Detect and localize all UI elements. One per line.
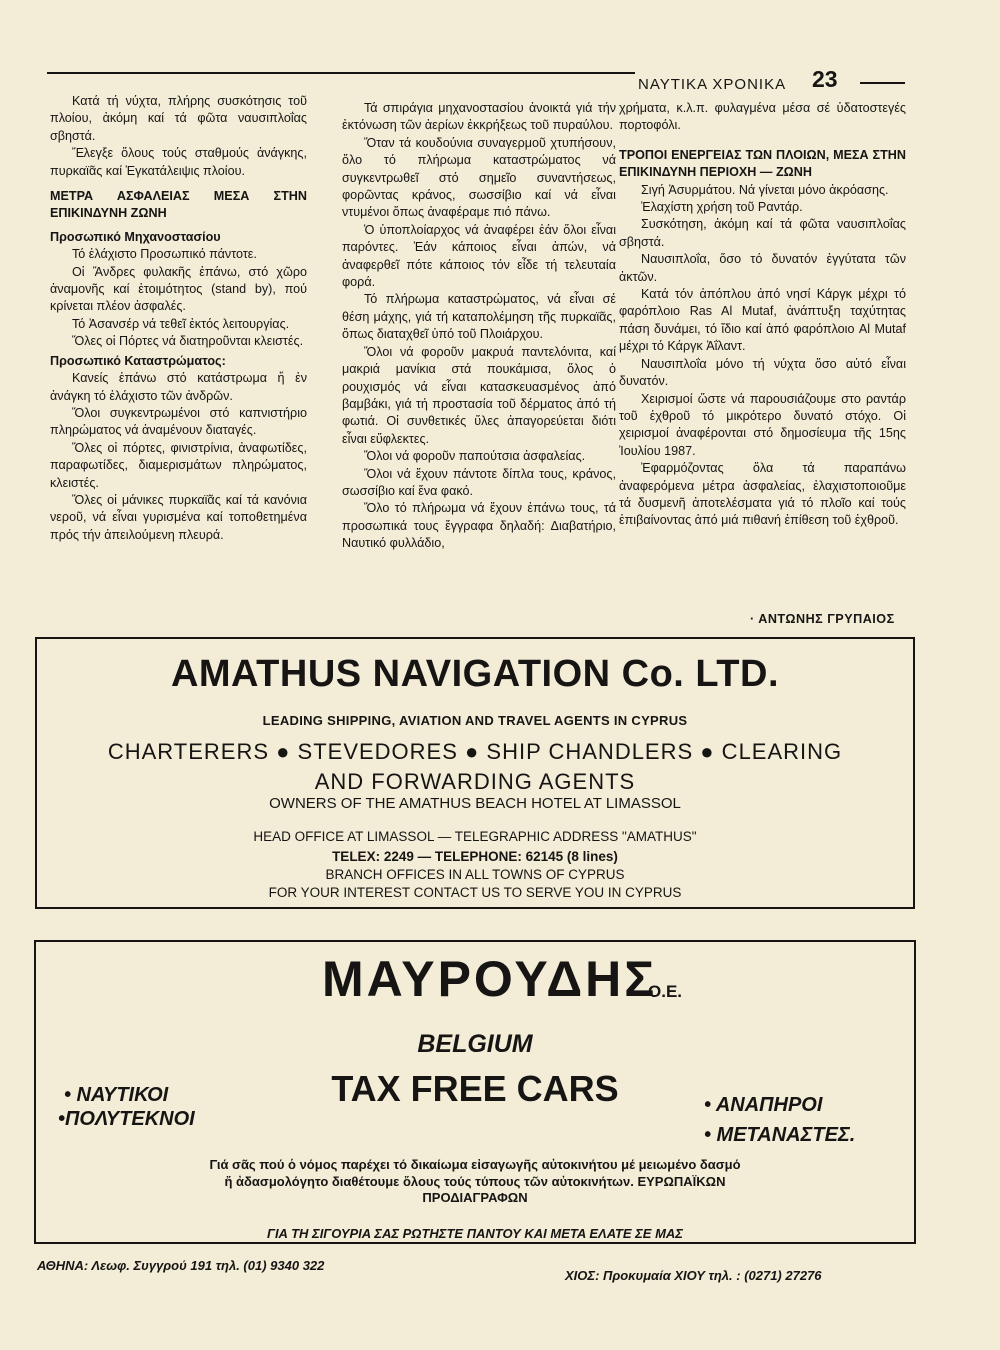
article-column-1 (50, 93, 307, 544)
ad-country: BELGIUM (417, 1030, 533, 1058)
paragraph: Οἱ Ἄνδρες φυλακῆς ἐπάνω, στό χῶρο ἀναμονῆς καί ἑτοιμότητος (stand by), πού κρίνεται πλέον ἀσφαλές. (50, 264, 307, 314)
ad-audience-item: •ΠΟΛΥΤΕΚΝΟΙ (58, 1108, 195, 1130)
paragraph: Ναυσιπλοΐα μόνο τή νύχτα ὅσο αὐτό εἶναι δυνατόν. (619, 356, 906, 389)
page-number: 23 (812, 66, 838, 92)
ad-slogan: ΓΙΑ ΤΗ ΣΙΓΟΥΡΙΑ ΣΑΣ ΡΩΤΗΣΤΕ ΠΑΝΤΟΥ ΚΑΙ ΜΕΤΑ ΕΛΑΤΕ ΣΕ ΜΑΣ (267, 1226, 683, 1241)
ad-services-continued: AND FORWARDING AGENTS (314, 769, 636, 794)
ad-company-name: ΜΑΥΡΟΥΔΗΣ (322, 951, 658, 1007)
ad-audience-item: • ΜΕΤΑΝΑΣΤΕΣ. (704, 1124, 856, 1146)
paragraph: Ὅλοι νά ἔχουν πάντοτε δίπλα τους, κράνος, σωσσίβιο καί ἕνα φακό. (342, 466, 616, 498)
amathus-advertisement (35, 637, 915, 909)
paragraph: Ἔλεγξε ὅλους τούς σταθμούς ἀνάγκης, πυρκαϊᾶς καί Ἐγκατάλειψις πλοίου. (50, 146, 307, 178)
ad-athens-address: ΑΘΗΝΑ: Λεωφ. Συγγρού 191 τηλ. (01) 9340 322 (37, 1258, 325, 1273)
paragraph: Ὅλοι νά φοροῦν μακρυά παντελόνιτα, καί μακριά μανίκια στά πουκάμισα, ὅλος ὁ ρουχισμός νά εἶναι κατασκευασμένος ἀπό βαμβάκι, γιά τή προστασία τοῦ δέρματος ἀπό τή φωτιά. Οἱ συνθετικές ὕλες ἀπαγορεύεται διότι εἶναι εὔφλεκτες. (342, 344, 616, 446)
ad-audience-item: • ΝΑΥΤΙΚΟΙ (64, 1084, 169, 1106)
header-rule (47, 72, 635, 74)
paragraph: Ὅλες οἱ Πόρτες νά διατηροῦνται κλειστές. (72, 334, 304, 349)
paragraph: Συσκότηση, ἀκόμη καί τά φῶτα ναυσιπλοΐας σβηστά. (619, 217, 906, 249)
paragraph: Χειρισμοί ὥστε νά παρουσιάζουμε στο ραντάρ τοῦ ἐχθροῦ τό μικρότερο δυνατό στόχο. Οἱ χειρισμοί ἀναφέρονται στό δημοσίευμα τῆς 15ης Ἰουλίου 1987. (619, 391, 906, 458)
paragraph: Ὅλοι νά φοροῦν παπούτσια ἀσφαλείας. (364, 449, 586, 464)
paragraph: Σιγή Ἀσυρμάτου. Νά γίνεται μόνο ἀκρόασης. (641, 182, 889, 197)
article-column-3 (619, 100, 906, 530)
paragraph: Ἐλαχίστη χρήση τοῦ Ραντάρ. (641, 200, 803, 215)
ad-telex-phone: TELEX: 2249 — TELEPHONE: 62145 (8 lines) (332, 849, 618, 864)
paragraph: Ὅταν τά κουδούνια συναγερμοῦ χτυπήσουν, ὅλο τό πλήρωμα καταστρώματος νά συγκεντρωθεῖ στό σημεῖο συναντήσεως, φορῶντας κράνος, σωσσίβιο καί νά εἶναι ντυμένοι ὅπως ἀναφέραμε πιό πάνω. (342, 135, 616, 220)
ad-tagline: LEADING SHIPPING, AVIATION AND TRAVEL AGENTS IN CYPRUS (262, 713, 688, 728)
paragraph: Ὅλες οἱ πόρτες, φινιστρίνια, ἀναφωτίδες, παραφωτίδες, διαμερισμάτων πληρώματος, κλειστές. (50, 440, 307, 490)
ad-product: TAX FREE CARS (331, 1068, 619, 1109)
paragraph: Τό ἐλάχιστο Προσωπικό πάντοτε. (72, 247, 257, 262)
paragraph: χρήματα, κ.λ.π. φυλαγμένα μέσα σέ ὑδατοστεγές πορτοφόλι. (619, 101, 906, 133)
ad-branches: BRANCH OFFICES IN ALL TOWNS OF CYPRUS (325, 867, 625, 882)
paragraph: Τό Ἀσανσέρ νά τεθεῖ ἐκτός λειτουργίας. (72, 316, 290, 331)
ad-body-text: Γιά σᾶς πού ὁ νόμος παρέχει τό δικαίωμα εἰσαγωγῆς αὐτοκινήτου μέ μειωμένο δασμό ἤ ἀδασμολόγητο διαθέτουμε ὅλους τούς τύπους τῶν αὐτοκινήτων. ΕΥΡΩΠΑΪΚΩΝ ΠΡΟΔΙΑΓΡΑΦΩΝ (209, 1157, 741, 1205)
paragraph: Ναυσιπλοΐα, ὅσο τό δυνατόν ἐγγύτατα τῶν ἀκτῶν. (619, 252, 906, 284)
paragraph: Κατά τή νύχτα, πλήρης συσκότησις τοῦ πλοίου, ἀκόμη καί τά φῶτα ναυσιπλοΐας σβηστά. (50, 94, 307, 143)
header-rule-short (860, 82, 905, 84)
paragraph: Κατά τόν ἀπόπλου ἀπό νησί Κάργκ μέχρι τό φαρόπλοιο Ras Al Mutaf, ἀνάπτυξη ταχύτητας πάση δυνάμει, τό ἴδιο καί ἀπό φαρόπλοιο Al Mutaf μέχρι τό Κάργκ Ἀΐλαντ. (619, 287, 906, 354)
ad-company-suffix: O.E. (648, 982, 683, 1001)
ad-services: CHARTERERS ● STEVEDORES ● SHIP CHANDLERS ● CLEARING (107, 739, 843, 764)
author-byline: · ΑΝΤΩΝΗΣ ΓΡΥΠΑΙΟΣ (750, 612, 895, 626)
paragraph: Ὅλοι συγκεντρωμένοι στό καπνιστήριο πληρώματος νά ἀναμένουν διαταγές. (50, 405, 307, 438)
subheading: Προσωπικό Μηχανοστασίου (50, 229, 221, 244)
paragraph: Ὁ ὑποπλοίαρχος νά ἀναφέρει ἐάν ὅλοι εἶναι παρόντες. Ἐάν κάποιος εἶναι ἀπών, νά ἀναφερθεῖ πότε κάποιος τόν εἶδε τή τελευταία φορά. (342, 222, 616, 290)
paragraph: Κανείς ἐπάνω στό κατάστρωμα ἤ ἐν ἀνάγκη τό ἐλάχιστο τῶν ἀνδρῶν. (50, 371, 307, 403)
ad-owners-line: OWNERS OF THE AMATHUS BEACH HOTEL AT LIMASSOL (269, 795, 681, 812)
paragraph: Τό πλήρωμα καταστρώματος, νά εἶναι σέ θέση μάχης, γιά τή καταπολέμηση τῆς πυρκαϊᾶς, ὅπως διαταχθεῖ ὑπό τοῦ Πλοιάρχου. (342, 292, 616, 342)
paragraph: Ὅλες οἱ μάνικες πυρκαϊᾶς καί τά κανόνια νεροῦ, νά εἶναι γυρισμένα καί τοποθετημένα πρός τήν ἀπειλούμενη πλευρά. (50, 492, 307, 542)
ad-chios-address: ΧΙΟΣ: Προκυμαία ΧΙΟΥ τηλ. : (0271) 27276 (565, 1268, 822, 1283)
paragraph: Ὅλο τό πλήρωμα νά ἔχουν ἐπάνω τους, τά προσωπικά τους ἔγγραφα δηλαδή: Διαβατήριο, Ναυτικό φυλλάδιο, (342, 501, 616, 551)
ad-audience-item: • ΑΝΑΠΗΡΟΙ (704, 1094, 823, 1116)
ad-company-name: AMATHUS NAVIGATION Co. LTD. (170, 653, 780, 695)
subheading: Προσωπικό Καταστρώματος: (50, 353, 226, 368)
mavroudis-advertisement (34, 940, 916, 1244)
author-name: ΑΝΤΩΝΗΣ ΓΡΥΠΑΙΟΣ (758, 612, 895, 626)
ad-contact-line: FOR YOUR INTEREST CONTACT US TO SERVE YOU IN CYPRUS (268, 885, 682, 900)
paragraph: Τά σπιράγια μηχανοστασίου ἀνοικτά γιά τήν ἐκτόνωση τῶν ἀερίων ἐκκρήξεως τοῦ πυραύλου. (342, 101, 616, 133)
section-heading: ΜΕΤΡΑ ΑΣΦΑΛΕΙΑΣ ΜΕΣΑ ΣΤΗΝ ΕΠΙΚΙΝΔΥΝΗ ΖΩΝΗ (50, 189, 307, 221)
section-heading: ΤΡΟΠΟΙ ΕΝΕΡΓΕΙΑΣ ΤΩΝ ΠΛΟΙΩΝ, ΜΕΣΑ ΣΤΗΝ ΕΠΙΚΙΝΔΥΝΗ ΠΕΡΙΟΧΗ — ΖΩΝΗ (619, 147, 906, 180)
ad-head-office: HEAD OFFICE AT LIMASSOL — TELEGRAPHIC ADDRESS "AMATHUS" (253, 829, 697, 844)
running-title: ΝΑΥΤΙΚΑ ΧΡΟΝΙΚΑ (638, 76, 787, 93)
article-column-2 (342, 100, 616, 553)
paragraph: Ἐφαρμόζοντας ὅλα τά παραπάνω ἀναφερόμενα μέτρα ἀσφαλείας, ἐλαχιστοποιοῦμε τά δυσμενῆ ἀποτελέσματα γιά τό πλοῖο καί τούς ἐπιβαίνοντας ἀπό μιά πιθανή ἐπίθεση τοῦ ἐχθροῦ. (619, 461, 906, 528)
